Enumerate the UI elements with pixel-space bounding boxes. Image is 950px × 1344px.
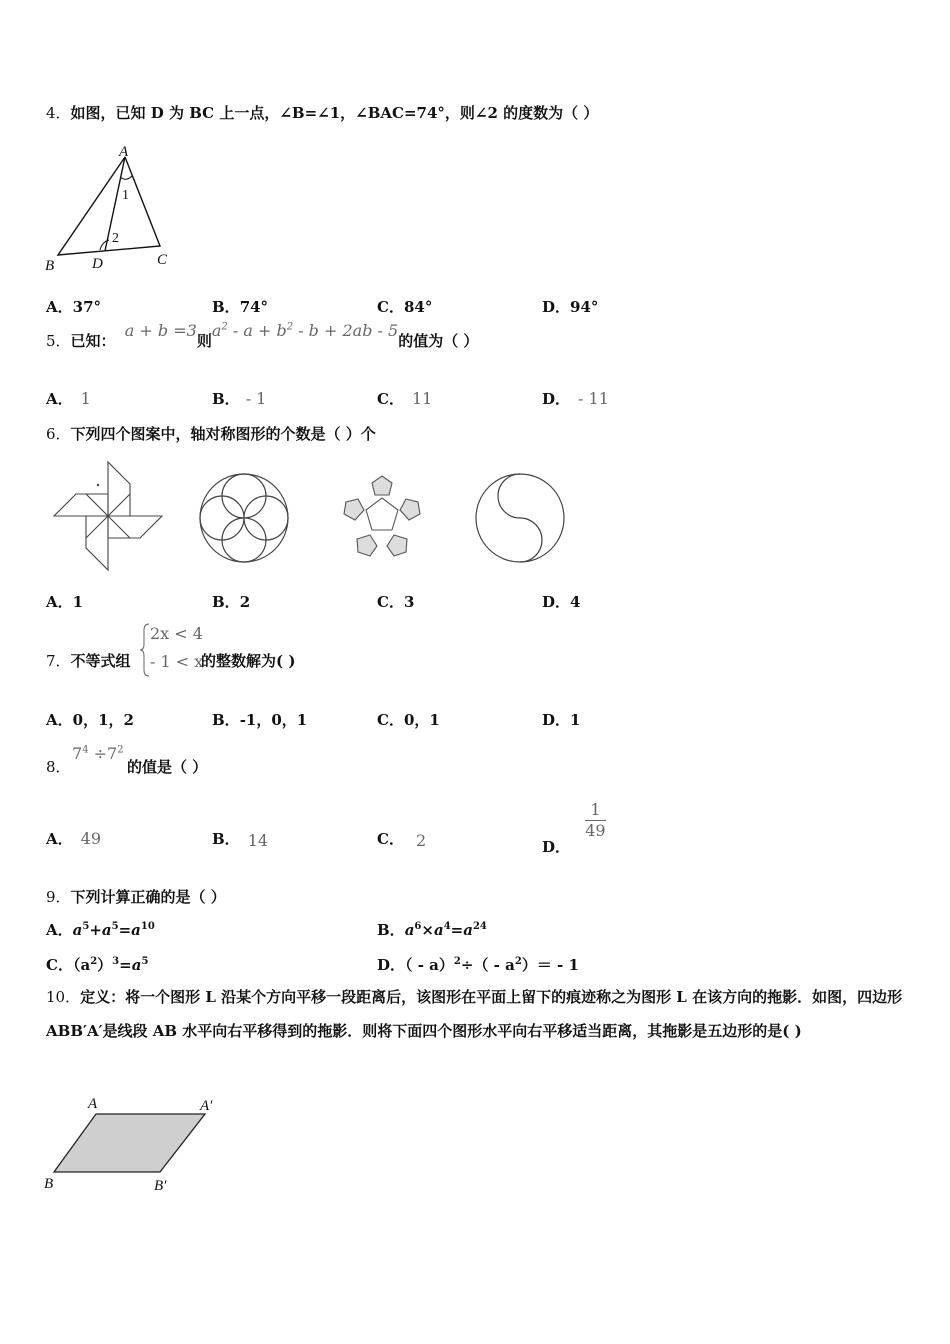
option-letter: D．: [542, 837, 571, 856]
sup: 6: [414, 921, 422, 932]
q5-option-d[interactable]: [542, 388, 609, 409]
term: a: [72, 921, 83, 939]
expr-op: ÷7: [88, 744, 118, 763]
q5-option-a[interactable]: [46, 388, 91, 409]
q6-option-c[interactable]: [377, 591, 414, 612]
option-value: 1: [570, 711, 581, 729]
option-letter: A．: [46, 593, 73, 611]
option-value: 2: [415, 831, 427, 850]
term: =a: [450, 921, 473, 939]
option-letter: D．: [542, 711, 571, 729]
expr-sup: 2: [286, 321, 294, 333]
q5-prefix: 已知：: [70, 332, 116, 350]
q6-stem: [46, 423, 376, 444]
label-a-prime: A′: [200, 1098, 213, 1114]
flower-circle-figure: [196, 470, 292, 566]
q9-stem: [46, 886, 226, 907]
q10-text: 定义：将一个图形 L 沿某个方向平移一段距离后，该图形在平面上留下的痕迹称之为图形 L 在该方向的拖影．如图，四边形 ABB′A′是线段 AB 水平向右平移得到的拖影．则将下面四个图形水平向右平移适当距离，其拖影是五边形的是( ): [46, 988, 903, 1040]
q7-inequality-2: - 1 < x: [150, 652, 204, 671]
expr-sup: 4: [82, 744, 89, 756]
q9-option-b[interactable]: [377, 919, 487, 940]
expr-base: 7: [72, 744, 83, 763]
sup: 3: [112, 956, 120, 967]
sup: 2: [90, 956, 98, 967]
q8-option-b[interactable]: [212, 828, 268, 849]
option-value: 37°: [72, 298, 102, 316]
q4-option-d[interactable]: [542, 296, 598, 317]
q8-option-c[interactable]: [377, 828, 426, 849]
expr-sup: 2: [117, 744, 124, 756]
q5-condition: a + b =3: [124, 321, 197, 340]
fraction-numerator: 1: [590, 800, 601, 819]
option-letter: D．: [542, 390, 571, 408]
q10-stem: [46, 980, 906, 1048]
pentagon-ring-figure: [334, 470, 430, 566]
term: ÷（ - a: [460, 956, 515, 974]
option-value: 14: [247, 831, 269, 850]
label-a: A: [119, 144, 129, 160]
option-value: -1，0，1: [239, 711, 308, 729]
q9-option-a[interactable]: [46, 919, 155, 940]
option-value: 11: [411, 389, 433, 408]
q5-number: 5．: [46, 332, 71, 350]
q5-suffix: 的值为（ ）: [398, 332, 479, 350]
option-letter: A．: [46, 298, 73, 316]
q4-triangle-figure: [40, 142, 180, 277]
q7-stem-prefix: [46, 650, 131, 671]
label-b-prime: B′: [154, 1178, 167, 1194]
option-value: - 11: [578, 389, 609, 408]
q4-number: 4．: [46, 104, 71, 122]
sup: 2: [453, 956, 461, 967]
q6-option-a[interactable]: [46, 591, 83, 612]
q8-suffix: 的值是（ ）: [127, 758, 208, 776]
q7-number: 7．: [46, 652, 71, 670]
pinwheel-figure: [50, 458, 166, 574]
fraction-1-49: [585, 800, 605, 841]
expr-mid: - a + b: [227, 321, 287, 340]
option-letter: D．: [542, 593, 571, 611]
q5-expression: [212, 321, 398, 340]
option-letter: B．: [212, 390, 240, 408]
label-angle-1: 1: [122, 188, 129, 203]
expr-a: a: [211, 321, 222, 340]
expr-sup: 2: [221, 321, 228, 333]
q6-option-d[interactable]: [542, 591, 580, 612]
q8-option-d[interactable]: [542, 800, 606, 856]
option-letter: C．: [377, 298, 404, 316]
option-value: 1: [72, 593, 84, 611]
q5-stem: [46, 321, 479, 351]
label-b: B: [44, 1176, 54, 1192]
sup: 4: [443, 921, 451, 932]
sup: 5: [82, 921, 90, 932]
q7-suffix: 的整数解为( ): [201, 652, 296, 670]
term: ×a: [421, 921, 444, 939]
label-b: B: [45, 258, 55, 274]
q4-option-b[interactable]: [212, 296, 268, 317]
option-letter: C．: [377, 830, 404, 848]
q8-option-a[interactable]: [46, 828, 101, 849]
option-value: 0，1: [403, 711, 440, 729]
term: ）: [97, 956, 113, 974]
option-value: - 1: [245, 389, 267, 408]
option-value: 49: [80, 829, 101, 848]
option-letter: C．: [377, 593, 404, 611]
option-value: 1: [80, 389, 91, 408]
q8-num-text: 8．: [46, 758, 71, 776]
option-value: 3: [403, 593, 415, 611]
option-letter: A．: [46, 390, 73, 408]
label-angle-2: 2: [112, 231, 119, 246]
option-value: 2: [239, 593, 251, 611]
label-c: C: [157, 252, 168, 268]
q9-number: 9．: [46, 888, 71, 906]
label-a: A: [88, 1096, 98, 1112]
sup: 10: [140, 921, 155, 932]
q7-inequality-1: 2x < 4: [150, 624, 203, 643]
q4-stem: [46, 102, 598, 123]
term: ）＝ - 1: [521, 956, 579, 974]
sup: 5: [141, 956, 149, 967]
q9-text: 下列计算正确的是（ ）: [70, 888, 226, 906]
term: （ - a）: [405, 956, 454, 974]
option-letter: D．: [377, 956, 406, 974]
q9-option-c[interactable]: [46, 954, 148, 975]
q9-option-d[interactable]: [377, 954, 579, 975]
option-value: 0，1，2: [72, 711, 134, 729]
q5-then: 则: [196, 332, 212, 350]
q6-number: 6．: [46, 425, 71, 443]
q8-number: [46, 756, 71, 777]
term: =a: [119, 956, 142, 974]
q10-number: 10．: [46, 988, 81, 1006]
term: =a: [118, 921, 141, 939]
q7-option-a[interactable]: [46, 709, 134, 730]
q6-text: 下列四个图案中，轴对称图形的个数是（ ）个: [70, 425, 376, 443]
option-letter: A．: [46, 921, 73, 939]
option-letter: C．: [377, 390, 404, 408]
option-letter: A．: [46, 711, 73, 729]
option-value: 94°: [570, 298, 599, 316]
q6-option-b[interactable]: [212, 591, 250, 612]
yin-yang-figure: [472, 470, 568, 566]
q8-expression: [72, 744, 124, 763]
q7-prefix: 不等式组: [70, 652, 131, 670]
option-value: 84°: [403, 298, 433, 316]
q5-option-b[interactable]: [212, 388, 266, 409]
option-value: 4: [570, 593, 581, 611]
q7-option-b[interactable]: [212, 709, 307, 730]
sup: 2: [514, 956, 522, 967]
option-value: 74°: [239, 298, 269, 316]
sup: 5: [111, 921, 119, 932]
q4-text: 如图，已知 D 为 BC 上一点，∠B=∠1，∠BAC=74°，则∠2 的度数为（ ）: [70, 104, 599, 122]
angle-1-arc: [120, 176, 132, 179]
option-letter: A．: [46, 830, 73, 848]
fraction-denominator: 49: [585, 821, 606, 840]
sup: 24: [472, 921, 487, 932]
option-letter: D．: [542, 298, 571, 316]
label-d: D: [92, 256, 103, 272]
q4-option-a[interactable]: [46, 296, 101, 317]
option-letter: C．: [377, 711, 404, 729]
expr-end: - b + 2ab - 5: [293, 321, 399, 340]
option-letter: B．: [377, 921, 405, 939]
term: +a: [89, 921, 112, 939]
option-letter: C．: [46, 956, 73, 974]
option-letter: B．: [212, 593, 240, 611]
q7-option-d[interactable]: [542, 709, 580, 730]
q10-parallelogram-figure: [40, 1090, 230, 1200]
option-letter: B．: [212, 711, 240, 729]
q4-option-c[interactable]: [377, 296, 432, 317]
q5-option-c[interactable]: [377, 388, 432, 409]
q7-option-c[interactable]: [377, 709, 440, 730]
parallelogram-abb'a': [54, 1114, 205, 1172]
term: （a: [72, 956, 91, 974]
option-letter: B．: [212, 830, 240, 848]
option-letter: B．: [212, 298, 240, 316]
term: a: [404, 921, 415, 939]
